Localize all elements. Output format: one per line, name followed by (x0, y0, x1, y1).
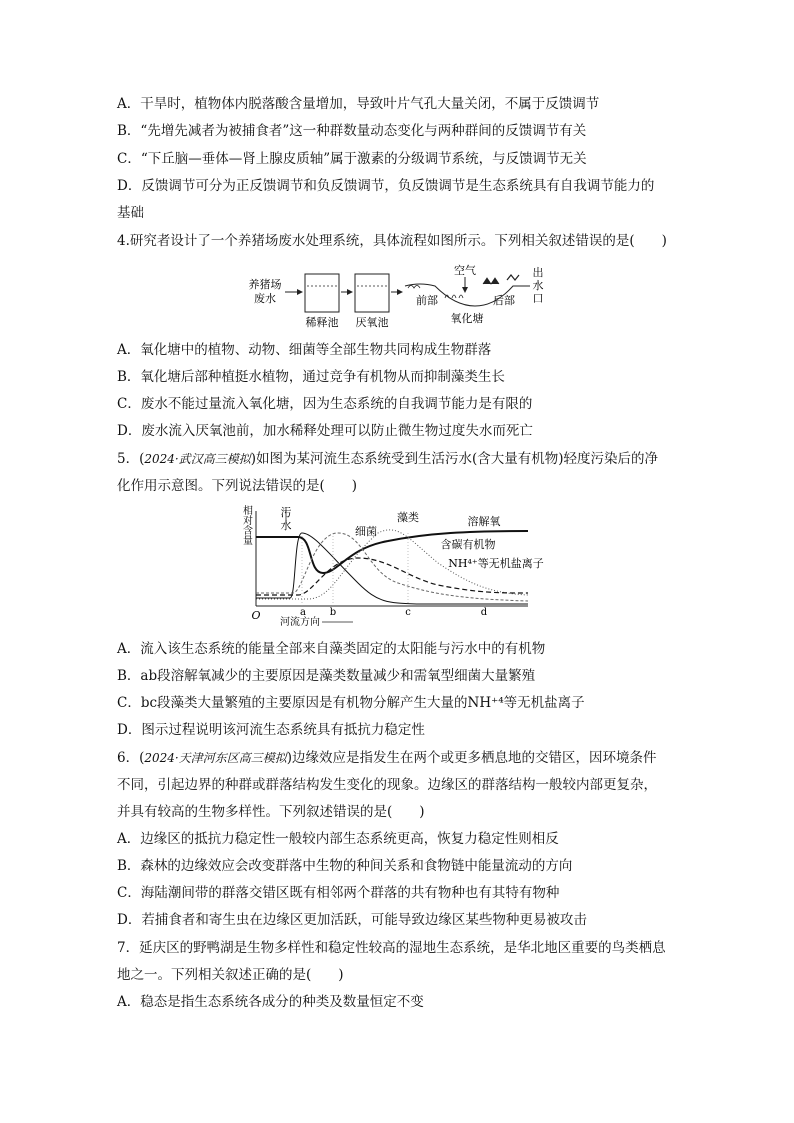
oxygen-label: 溶解氧 (467, 515, 501, 528)
q6-number: 6．( (117, 750, 145, 766)
q3-option-b: B．“先增先减者为被捕食者”这一种群数量动态变化与两种群间的反馈调节有关 (117, 123, 587, 139)
q5-stem-text: )如图为某河流生态系统受到生活污水(含大量有机物)轻度污染后的净 (250, 451, 659, 467)
q6-option-a: A．边缘区的抵抗力稳定性一般较内部生态系统更高，恢复力稳定性则相反 (117, 831, 559, 847)
pond-back-label: 后部 (493, 294, 515, 307)
dilution-tank-label: 稀释池 (305, 316, 339, 329)
q6-stem-text: )边缘效应是指发生在两个或更多栖息地的交错区，因环境条件 (286, 750, 657, 766)
sewage-label-1: 污 (280, 506, 292, 519)
organic-label: 含碳有机物 (440, 538, 496, 551)
q3-option-a: A．干旱时，植物体内脱落酸含量增加，导致叶片气孔大量关闭，不属于反馈调节 (117, 96, 600, 112)
q5-stem-line2: 化作用示意图。下列说法错误的是( ) (117, 478, 358, 494)
q6-stem-line3: 并具有较高的生物多样性。下列叙述错误的是( ) (117, 804, 425, 820)
wastewater-flow-diagram (245, 262, 555, 332)
outlet-label-1: 出 (532, 266, 544, 279)
water-wave-icon (408, 286, 420, 289)
q5-option-a: A．流入该生态系统的能量全部来自藻类固定的太阳能与污水中的有机物 (117, 641, 546, 657)
q6-option-d: D．若捕食者和寄生虫在边缘区更加活跃，可能导致边缘区某些物种更易被攻击 (117, 912, 587, 928)
algae-label: 藻类 (397, 511, 419, 524)
q6-source: 2024·天津河东区高三模拟 (144, 751, 287, 765)
q3-option-c: C．“下丘脑—垂体—肾上腺皮质轴”属于激素的分级调节系统，与反馈调节无关 (117, 151, 587, 167)
tick-d: d (480, 607, 488, 618)
q5-option-b: B．ab段溶解氧减少的主要原因是藻类数量减少和需氧型细菌大量繁殖 (117, 668, 536, 684)
reed-icon (507, 275, 519, 280)
air-label: 空气 (454, 264, 476, 277)
y-axis-label: 相对含量 (240, 505, 252, 545)
q6-stem-line2: 不同，引起边界的种群或群落结构发生变化的现象。边缘区的群落结构一般较内部更复杂， (117, 777, 657, 793)
x-axis-label: 河流方向 (280, 617, 320, 628)
pond-front-label: 前部 (416, 294, 438, 307)
q5-option-d: D．图示过程说明该河流生态系统具有抵抗力稳定性 (117, 722, 425, 738)
q5-stem (117, 449, 658, 469)
bacteria-label: 细菌 (355, 525, 377, 538)
q5-option-c: C．bc段藻类大量繁殖的主要原因是有机物分解产生大量的NH⁺⁴等无机盐离子 (117, 695, 585, 711)
inorganic-label: NH⁴⁺等无机盐离子 (448, 557, 544, 570)
q5-source: 2024·武汉高三模拟 (144, 452, 251, 466)
tick-a: a (300, 607, 306, 618)
outlet-label-3: 口 (532, 292, 544, 305)
anaerobic-tank-label: 厌氧池 (355, 316, 389, 329)
emergent-plant-icon (483, 278, 499, 284)
q7-stem-line1: 7．延庆区的野鸭湖是生物多样性和稳定性较高的湿地生态系统，是华北地区重要的鸟类栖息 (117, 940, 666, 956)
q7-stem-line2: 地之一。下列相关叙述正确的是( ) (117, 967, 344, 983)
sewage-label-2: 水 (280, 519, 292, 532)
q4-option-d: D．废水流入厌氧池前，加水稀释处理可以防止微生物过度失水而死亡 (117, 423, 533, 439)
q4-option-b: B．氧化塘后部种植挺水植物，通过竞争有机物从而抑制藻类生长 (117, 369, 505, 385)
q5-number: 5．( (117, 451, 145, 467)
q6-stem (117, 748, 657, 768)
dilution-tank (305, 274, 339, 312)
q6-option-b: B．森林的边缘效应会改变群落中生物的种间关系和食物链中能量流动的方向 (117, 858, 573, 874)
q4-stem: 4.研究者设计了一个养猪场废水处理系统，具体流程如图所示。下列相关叙述错误的是( ) (117, 233, 667, 249)
pond-label: 氧化塘 (450, 312, 484, 325)
anaerobic-tank (355, 274, 389, 312)
source-label-2: 废水 (254, 292, 276, 305)
river-purification-diagram (238, 503, 558, 628)
q6-option-c: C．海陆潮间带的群落交错区既有相邻两个群落的共有物种也有其特有物种 (117, 885, 560, 901)
tick-b: b (329, 607, 337, 618)
source-label-1: 养猪场 (248, 278, 282, 291)
q4-option-c: C．废水不能过量流入氧化塘，因为生态系统的自我调节能力是有限的 (117, 396, 533, 412)
outlet-label-2: 水 (532, 279, 544, 292)
tick-c: c (405, 607, 411, 618)
q7-option-a: A．稳态是指生态系统各成分的种类及数量恒定不变 (117, 994, 424, 1010)
origin-label: O (251, 609, 261, 622)
q3-option-d: D．反馈调节可分为正反馈调节和负反馈调节，负反馈调节是生态系统具有自我调节能力的 (117, 178, 655, 194)
q3-option-d-cont: 基础 (117, 205, 144, 221)
q4-option-a: A．氧化塘中的植物、动物、细菌等全部生物共同构成生物群落 (117, 342, 492, 358)
